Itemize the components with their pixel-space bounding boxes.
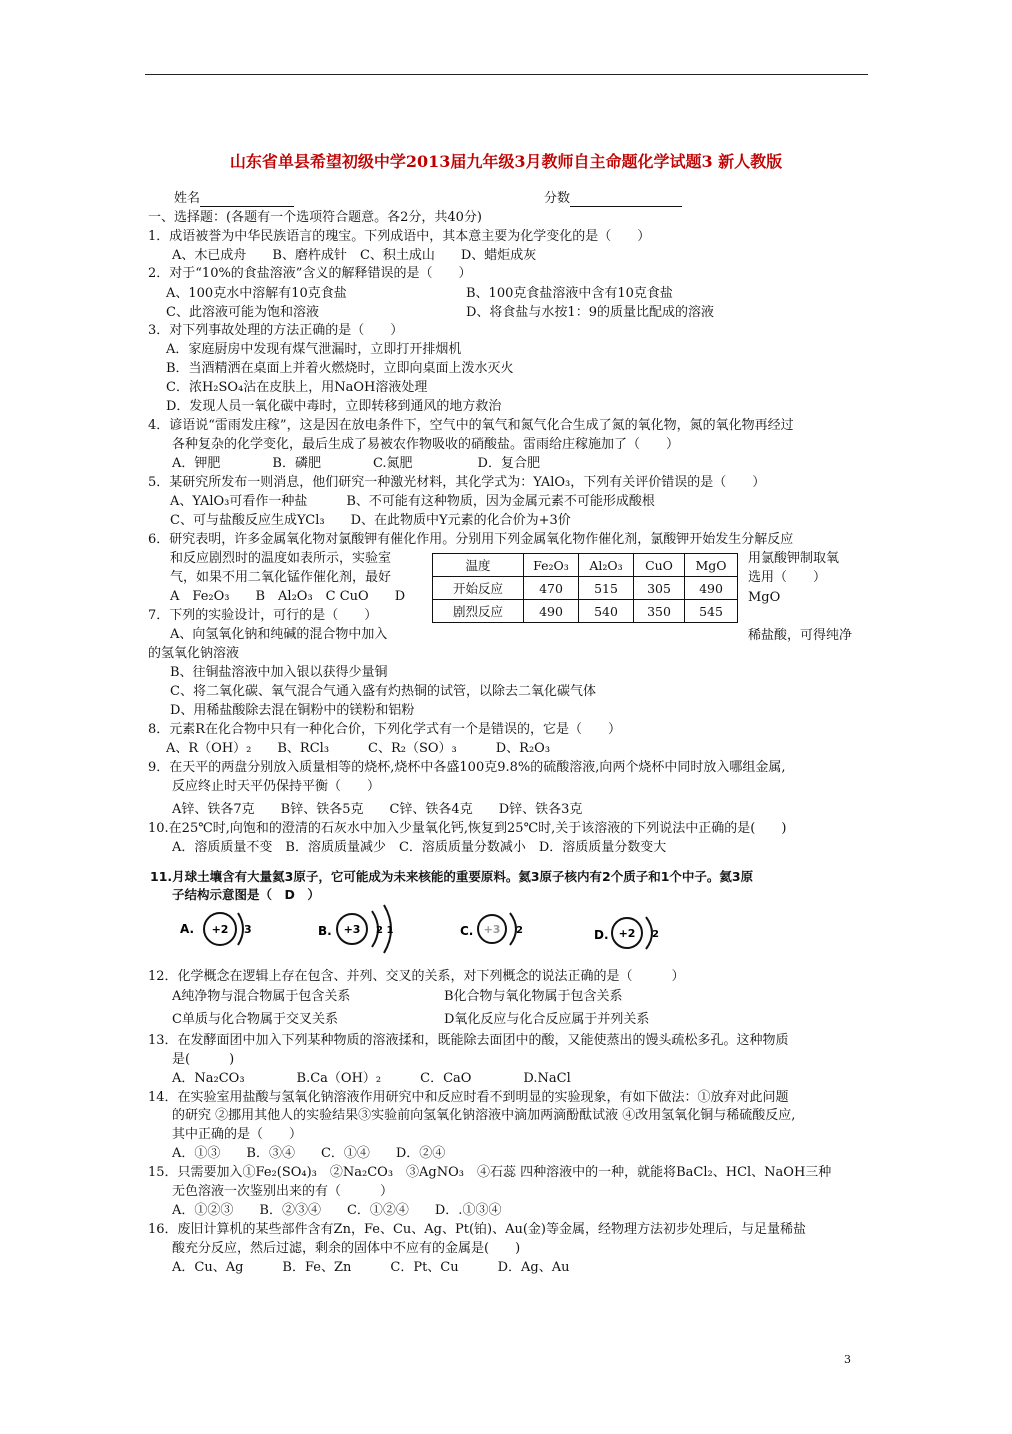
question-6-cont-right: 用氯酸钾制取氧 [748, 551, 840, 566]
table-cell: Al₂O₃ [579, 554, 634, 577]
question-9-cont: 反应终止时天平仍保持平衡（ ） [172, 779, 381, 794]
name-field[interactable] [200, 192, 294, 207]
question-11: 11.月球土壤含有大量氦3原子，它可能成为未来核能的重要原料。氦3原子核内有2个质子和1个中子。氦3原 [150, 869, 754, 884]
temperature-table [432, 553, 738, 623]
svg-text:A.: A. [180, 922, 195, 936]
question-1-options: A、木已成舟 B、磨杵成针 C、积土成山 D、蜡炬成灰 [172, 248, 537, 263]
table-cell: 540 [579, 600, 634, 623]
table-header-row [433, 554, 738, 577]
svg-text:+3: +3 [483, 923, 501, 936]
question-16-options: A．Cu、Ag B．Fe、Zn C．Pt、Cu D．Ag、Au [172, 1260, 570, 1275]
question-15-options: A．①②③ B．②③④ C．①②④ D．.①③④ [172, 1203, 502, 1218]
question-4: 4．谚语说“雷雨发庄稼”，这是因在放电条件下，空气中的氧气和氮气化合生成了氮的氧化物，氮的氧化物再经过 [148, 418, 794, 433]
question-14: 14．在实验室用盐酸与氢氧化钠溶液作用研究中和反应时看不到明显的实验现象，有如下做法：①放弃对此问题 [148, 1090, 789, 1105]
question-12-option-d: D氧化反应与化合反应属于并列关系 [444, 1012, 650, 1027]
question-12: 12．化学概念在逻辑上存在包含、并列、交叉的关系，对下列概念的说法正确的是（ ） [148, 969, 685, 984]
question-12-option-b: B化合物与氧化物属于包含关系 [444, 989, 623, 1004]
question-4-cont: 各种复杂的化学变化，最后生成了易被农作物吸收的硝酸盐。雷雨给庄稼施加了（ ） [172, 437, 680, 452]
svg-text:+3: +3 [343, 923, 361, 936]
score-label: 分数 [544, 191, 571, 206]
svg-text:B.: B. [318, 924, 332, 938]
table-cell: 温度 [433, 554, 524, 577]
table-cell: Fe₂O₃ [524, 554, 579, 577]
table-cell: 515 [579, 577, 634, 600]
svg-text:2: 2 [516, 925, 523, 936]
question-14-options: A．①③ B．③④ C．①④ D．②④ [172, 1146, 446, 1161]
atom-option-b [318, 905, 393, 953]
question-8-options: A、R（OH）₂ B、RCl₃ C、R₂（SO）₃ D、R₂O₃ [166, 741, 551, 756]
atom-option-d [594, 917, 659, 949]
question-2-option-d: D、将食盐与水按1：9的质量比配成的溶液 [466, 305, 714, 320]
name-label: 姓名 [174, 191, 201, 206]
question-13: 13．在发酵面团中加入下列某种物质的溶液揉和，既能除去面团中的酸，又能使蒸出的馒头疏松多孔。这种物质 [148, 1033, 789, 1048]
question-1: 1．成语被誉为中华民族语言的瑰宝。下列成语中，其本意主要为化学变化的是（ ） [148, 229, 651, 244]
question-15: 15．只需要加入①Fe₂(SO₄)₃ ②Na₂CO₃ ③AgNO₃ ④石蕊 四种溶液中的一种，就能将BaCl₂、HCl、NaOH三种 [148, 1165, 832, 1180]
question-14-cont: 的研究 ②挪用其他人的实验结果③实验前向氢氧化钠溶液中滴加两滴酚酞试液 ④改用氢氧化铜与稀硫酸反应, [172, 1108, 796, 1123]
table-row [433, 600, 738, 623]
question-3-option-c: C．浓H₂SO₄沾在皮肤上，用NaOH溶液处理 [166, 380, 428, 395]
table-cell: 350 [634, 600, 685, 623]
page-number: 3 [844, 1353, 851, 1366]
atom-option-c [460, 913, 523, 945]
question-7-option-a-cont: 的氢氧化钠溶液 [148, 646, 240, 661]
question-2-option-a: A、100克水中溶解有10克食盐 [166, 286, 347, 301]
question-2-option-c: C、此溶液可能为饱和溶液 [166, 305, 319, 320]
header-rule [145, 74, 868, 75]
table-cell: 剧烈反应 [433, 600, 524, 623]
question-9-options: A锌、铁各7克 B锌、铁各5克 C锌、铁各4克 D锌、铁各3克 [172, 802, 583, 817]
question-6: 6．研究表明，许多金属氧化物对氯酸钾有催化作用。分别用下列金属氧化物作催化剂，氯酸钾开始发生分解反应 [148, 532, 794, 547]
table-cell: 490 [524, 600, 579, 623]
score-line [544, 191, 682, 207]
question-3-option-a: A．家庭厨房中发现有煤气泄漏时，立即打开排烟机 [166, 342, 462, 357]
svg-text:2: 2 [652, 929, 659, 940]
svg-text:+2: +2 [211, 923, 229, 936]
question-3-option-d: D．发现人员一氧化碳中毒时，立即转移到通风的地方救治 [166, 399, 502, 414]
question-12-option-a: A纯净物与混合物属于包含关系 [172, 989, 351, 1004]
question-12-option-c: C单质与化合物属于交叉关系 [172, 1012, 338, 1027]
svg-text:3: 3 [244, 923, 252, 936]
question-14-cont2: 其中正确的是（ ） [172, 1127, 303, 1142]
table-cell: CuO [634, 554, 685, 577]
section-heading: 一、选择题：(各题有一个选项符合题意。各2分，共40分) [148, 210, 482, 225]
table-cell: 545 [685, 600, 738, 623]
question-3: 3．对下列事故处理的方法正确的是（ ） [148, 323, 404, 338]
question-16: 16．废旧计算机的某些部件含有Zn，Fe、Cu、Ag、Pt(铂)、Au(金)等金属，经物理方法初步处理后，与足量稀盐 [148, 1222, 806, 1237]
question-8: 8．元素R在化合物中只有一种化合价，下列化学式有一个是错误的，它是（ ） [148, 722, 622, 737]
question-9: 9．在天平的两盘分别放入质量相等的烧杯,烧杯中各盛100克9.8%的硫酸溶液,向两个烧杯中同时放入哪组金属, [148, 760, 786, 775]
question-6-cont2-right: 选用（ ） [748, 570, 827, 585]
table-row [433, 577, 738, 600]
question-13-options: A．Na₂CO₃ B.Ca（OH）₂ C．CaO D.NaCl [172, 1071, 571, 1086]
question-7-option-c: C、将二氧化碳、氧气混合气通入盛有灼热铜的试管，以除去二氧化碳气体 [170, 684, 596, 699]
question-13-cont: 是( ) [172, 1052, 235, 1067]
name-line [174, 191, 294, 207]
question-6-cont-left: 和反应剧烈时的温度如表所示，实验室 [170, 551, 392, 566]
atom-option-a [180, 913, 252, 945]
table-cell: 开始反应 [433, 577, 524, 600]
question-15-cont: 无色溶液一次鉴别出来的有（ ） [172, 1184, 394, 1199]
question-10-options: A．溶质质量不变 B．溶质质量减少 C．溶质质量分数减小 D．溶质质量分数变大 [172, 840, 667, 855]
svg-text:2 1: 2 1 [376, 925, 394, 936]
score-field[interactable] [570, 192, 682, 207]
question-2: 2．对于“10%的食盐溶液”含义的解释错误的是（ ） [148, 266, 472, 281]
question-4-options: A．钾肥 B．磷肥 C.氮肥 D．复合肥 [172, 456, 540, 471]
svg-text:C.: C. [460, 924, 474, 938]
question-7-option-a-right: 稀盐酸，可得纯净 [748, 628, 853, 643]
table-cell: 470 [524, 577, 579, 600]
question-11-cont: 子结构示意图是（ D ） [172, 887, 320, 902]
question-10: 10.在25℃时,向饱和的澄清的石灰水中加入少量氧化钙,恢复到25℃时,关于该溶液的下列说法中正确的是( ) [148, 821, 787, 836]
question-6-options-left: A Fe₂O₃ B Al₂O₃ C CuO D [170, 589, 406, 604]
table-cell: 305 [634, 577, 685, 600]
question-16-cont: 酸充分反应，然后过滤，剩余的固体中不应有的金属是( ) [172, 1241, 521, 1256]
table-cell: MgO [685, 554, 738, 577]
question-3-option-b: B．当酒精洒在桌面上并着火燃烧时，立即向桌面上泼水灭火 [166, 361, 514, 376]
svg-text:D.: D. [594, 928, 609, 942]
question-7-option-a-left: A、向氢氧化钠和纯碱的混合物中加入 [170, 627, 388, 642]
question-5: 5．某研究所发布一则消息，他们研究一种激光材料，其化学式为：YAlO₃，下列有关评价错误的是（ ） [148, 475, 766, 490]
question-7-option-b: B、往铜盐溶液中加入银以获得少量铜 [170, 665, 388, 680]
atom-diagrams [180, 903, 700, 961]
table-cell: 490 [685, 577, 738, 600]
question-5-options-cd: C、可与盐酸反应生成YCl₃ D、在此物质中Y元素的化合价为+3价 [170, 513, 571, 528]
page-title: 山东省单县希望初级中学2013届九年级3月教师自主命题化学试题3 新人教版 [229, 152, 783, 171]
question-5-options-ab: A、YAlO₃可看作一种盐 B、不可能有这种物质，因为金属元素不可能形成酸根 [170, 494, 655, 509]
question-7-option-d: D、用稀盐酸除去混在铜粉中的镁粉和铝粉 [170, 703, 415, 718]
question-6-cont2-left: 气，如果不用二氧化锰作催化剂，最好 [170, 570, 392, 585]
svg-text:+2: +2 [618, 927, 636, 940]
question-7: 7．下列的实验设计，可行的是（ ） [148, 608, 378, 623]
question-6-options-right: MgO [748, 590, 781, 605]
question-2-option-b: B、100克食盐溶液中含有10克食盐 [466, 286, 673, 301]
